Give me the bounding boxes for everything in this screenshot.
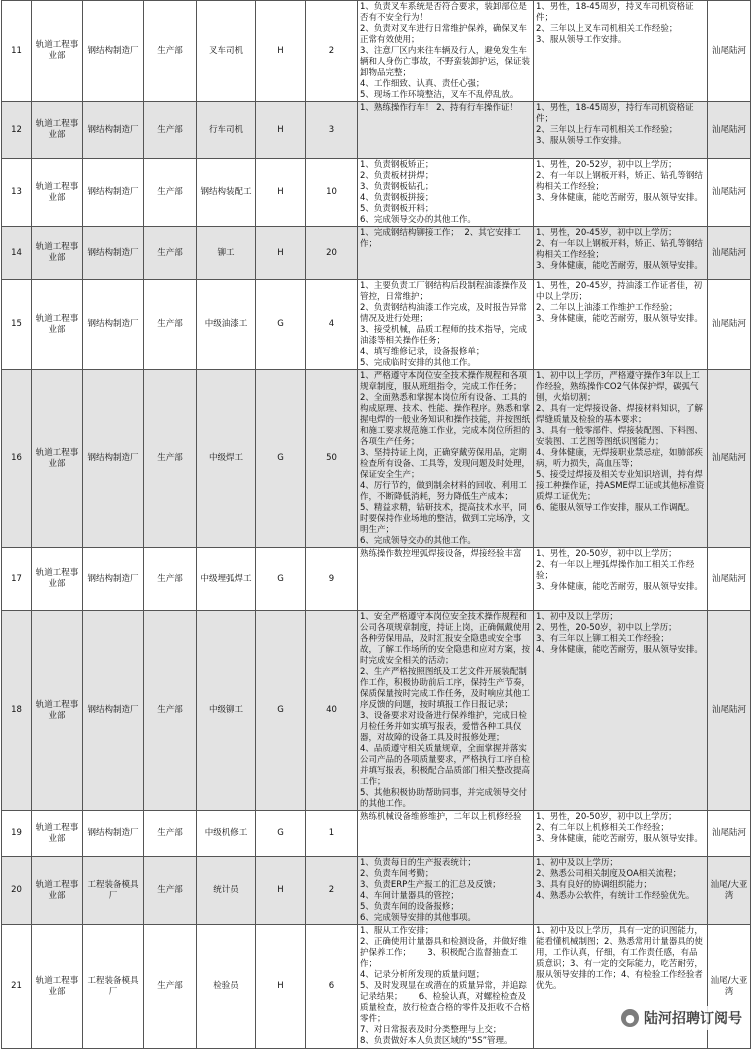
- location-cell: 汕尾陆河: [708, 611, 751, 811]
- requirement-line: 1、男性，20-50岁，初中以上学历；: [536, 549, 677, 559]
- division-cell: 生产部: [144, 102, 197, 159]
- row-number: 11: [2, 1, 32, 102]
- dept-cell: 轨道工程事业部: [32, 925, 83, 1049]
- duty-line: 3、接受机械，品质工程师的技术指导，完成油漆等相关操作任务；: [360, 325, 527, 346]
- headcount-cell: 40: [306, 611, 358, 811]
- division-cell: 生产部: [144, 857, 197, 925]
- table-row: [2, 370, 751, 548]
- dept-cell: 轨道工程事业部: [32, 370, 83, 548]
- dept-cell: 轨道工程事业部: [32, 102, 83, 159]
- requirement-line: 3、身体健康，能吃苦耐劳，服从领导安排。: [536, 193, 703, 203]
- division-cell: 生产部: [144, 548, 197, 611]
- duty-line: 3、设备要求对设备进行保养维护，完成日检月检任务并如实填写报表，爱惜各种工具仪器，对故障的设备工具及时报修处理；: [360, 711, 527, 743]
- duty-line: 5、负责钢板开料；: [360, 204, 434, 214]
- headcount-cell: 20: [306, 227, 358, 280]
- wechat-icon: ●: [621, 1009, 639, 1027]
- duty-line: 1、服从工作安排；: [360, 926, 434, 936]
- duties-cell: [358, 102, 534, 159]
- duty-line: 熟练机械设备维修维护，二年以上机修经验: [360, 812, 522, 822]
- factory-cell: 钢结构制造厂: [83, 548, 144, 611]
- row-number: 21: [2, 925, 32, 1049]
- level-cell: H: [256, 159, 306, 227]
- dept-cell: 轨道工程事业部: [32, 548, 83, 611]
- duty-line: 6、完成领导安排的其他事项。: [360, 913, 476, 923]
- requirement-line: 1、初中及以上学历，具有一定的识图能力，能看懂机械制图；2、熟悉常用计量器具的使用，工作认真，仔细，有工作责任感，有品质意识；3、有一定的交际能力，吃苦耐劳，服从领导安排的工作；4、有检验工作经验者优先。: [536, 926, 703, 991]
- headcount-cell: 10: [306, 159, 358, 227]
- duties-cell: [358, 159, 534, 227]
- factory-cell: 钢结构制造厂: [83, 227, 144, 280]
- location-cell: 汕尾/大亚湾: [708, 857, 751, 925]
- row-number: 15: [2, 280, 32, 370]
- level-cell: H: [256, 857, 306, 925]
- requirement-line: 2、有一年以上钢板开料，矫正、钻孔等钢结构相关工作经验；: [536, 239, 703, 260]
- requirement-line: 2、熟悉公司相关制度及OA相关流程；: [536, 869, 682, 879]
- dept-cell: 轨道工程事业部: [32, 227, 83, 280]
- level-cell: H: [256, 227, 306, 280]
- duty-line: 2、生产严格按照图纸及工艺文件开展装配制作工作，积极协助前后工序，保持生产节奏，保质保量按时完成工作任务，及时响应其他工序反馈的问题，按时填报工作日报记录；: [360, 667, 531, 710]
- table-row: [2, 1, 751, 102]
- requirements-cell: [534, 857, 708, 925]
- duties-cell: [358, 548, 534, 611]
- requirement-line: 3、身体健康，能吃苦耐劳，服从领导安排。: [536, 314, 703, 324]
- row-number: 13: [2, 159, 32, 227]
- row-number: 19: [2, 811, 32, 857]
- duty-line: 4、填写维修记录，设备报修单；: [360, 347, 485, 357]
- requirement-line: 1、男性，20-50岁，初中以上学历；: [536, 812, 677, 822]
- requirement-line: 3、有三年以上铆工相关工作经验；: [536, 634, 669, 644]
- job-title-cell: 检验员: [197, 925, 256, 1049]
- job-title-cell: 行车司机: [197, 102, 256, 159]
- headcount-cell: 6: [306, 925, 358, 1049]
- level-cell: G: [256, 370, 306, 548]
- duties-cell: [358, 611, 534, 811]
- level-cell: G: [256, 548, 306, 611]
- row-number: 20: [2, 857, 32, 925]
- duty-line: 2、负责钢结构油漆工作完成，及时报告异常情况及进行处理；: [360, 303, 527, 324]
- job-title-cell: 中级埋弧焊工: [197, 548, 256, 611]
- job-title-cell: 铆工: [197, 227, 256, 280]
- requirement-line: 2、有一年以上钢板开料，矫正、钻孔等钢结构相关工作经验；: [536, 171, 703, 192]
- dept-cell: 轨道工程事业部: [32, 857, 83, 925]
- duties-cell: [358, 811, 534, 857]
- duties-cell: [358, 280, 534, 370]
- duty-line: 8、负责做好本人负责区域的“5S”管理。: [360, 1036, 513, 1046]
- requirements-cell: [534, 1, 708, 102]
- duties-cell: [358, 857, 534, 925]
- requirement-line: 4、熟悉办公软件，有统计工作经验优先。: [536, 891, 695, 901]
- watermark-text: 陆河招聘订阅号: [644, 1011, 742, 1027]
- duty-line: 4、车间计量器具的管控；: [360, 891, 459, 901]
- requirements-cell: [534, 159, 708, 227]
- requirements-cell: [534, 280, 708, 370]
- requirement-line: 3、具有一般零部件、焊接装配图、下料图、安装图、工艺图等图纸识图能力；: [536, 426, 703, 447]
- duty-line: 2、负责车间考勤；: [360, 869, 434, 879]
- duty-line: 1、严格遵守本岗位安全技术操作规程和各项规章制度，服从班组指令，完成工作任务；: [360, 371, 527, 392]
- duty-line: 5、完成临时安排的其他工作。: [360, 358, 476, 368]
- headcount-cell: 50: [306, 370, 358, 548]
- duty-line: 5、精益求精，钻研技术，提高技术水平，同时要保持作业场地的整洁，做到工完场净，文明生产；: [360, 503, 531, 535]
- factory-cell: 工程装备模具厂: [83, 857, 144, 925]
- duty-line: 5、其他积极协助帮助同事，并完成领导交付的其他工作。: [360, 788, 527, 809]
- requirement-line: 3、身体健康，能吃苦耐劳，服从领导安排。: [536, 834, 703, 844]
- factory-cell: 工程装备模具厂: [83, 925, 144, 1049]
- division-cell: 生产部: [144, 227, 197, 280]
- job-title-cell: 钢结构装配工: [197, 159, 256, 227]
- headcount-cell: 2: [306, 857, 358, 925]
- requirement-line: 3、服从领导工作安排。: [536, 136, 627, 146]
- requirement-line: 5、接受过焊接及相关专业知识培训，持有焊接工种操作证，持ASME焊工证或其他标准资质焊工证优先；: [536, 470, 705, 502]
- duty-line: 4、厉行节约，做到制余材料的回收、利用工作，不断降低消耗，努力降低生产成本；: [360, 481, 527, 502]
- dept-cell: 轨道工程事业部: [32, 611, 83, 811]
- headcount-cell: 2: [306, 1, 358, 102]
- duty-line: 1、负责钢板矫正；: [360, 160, 434, 170]
- factory-cell: 钢结构制造厂: [83, 102, 144, 159]
- duties-cell: [358, 1, 534, 102]
- duty-line: 3、负责ERP生产报工的汇总及反馈；: [360, 880, 501, 890]
- requirement-line: 2、有一年以上埋弧焊操作加工相关工作经验；: [536, 560, 695, 581]
- row-number: 16: [2, 370, 32, 548]
- headcount-cell: 9: [306, 548, 358, 611]
- requirement-line: 1、初中以上学历，严格遵守操作3年以上工作经验，熟练操作CO2气体保护焊，碳弧气刨，火焰切割；: [536, 371, 700, 403]
- division-cell: 生产部: [144, 1, 197, 102]
- requirements-cell: [534, 548, 708, 611]
- division-cell: 生产部: [144, 925, 197, 1049]
- requirement-line: 2、三年以上叉车司机相关工作经验；: [536, 24, 678, 34]
- factory-cell: 钢结构制造厂: [83, 611, 144, 811]
- requirement-line: 1、男性，18-45周岁，持叉车司机资格证件；: [536, 2, 694, 23]
- location-cell: 汕尾陆河: [708, 811, 751, 857]
- location-cell: 汕尾陆河: [708, 548, 751, 611]
- requirement-line: 3、服从领导工作安排。: [536, 35, 627, 45]
- table-row: [2, 280, 751, 370]
- job-table: [1, 0, 751, 1049]
- duties-cell: [358, 227, 534, 280]
- duty-line: 6、完成领导交办的其他工作。: [360, 536, 476, 546]
- duty-line: 3、注意厂区内来往车辆及行人，避免发生车辆和人身伤亡事故，不野蛮装卸护运，保证装卸物品完整；: [360, 46, 531, 78]
- location-cell: 汕尾陆河: [708, 370, 751, 548]
- requirement-line: 1、男性，20-45岁，持油漆工作证者佳，初中以上学历；: [536, 281, 703, 302]
- duty-line: 4、品质遵守相关质量规章，全面掌握并落实公司产品的各项质量要求，严格执行工序自检并填写报表，积极配合品质部门相关整改提高工作；: [360, 744, 531, 787]
- duty-line: 7、对日常报表及时分类整理与上交；: [360, 1025, 502, 1035]
- requirements-cell: [534, 811, 708, 857]
- table-row: [2, 811, 751, 857]
- table-row: [2, 611, 751, 811]
- row-number: 18: [2, 611, 32, 811]
- requirement-line: 2、具有一定焊接设备、焊接材料知识，了解焊缝质量及检验的基本要求；: [536, 404, 703, 425]
- table-row: [2, 102, 751, 159]
- table-row: [2, 159, 751, 227]
- factory-cell: 钢结构制造厂: [83, 159, 144, 227]
- headcount-cell: 3: [306, 102, 358, 159]
- requirement-line: 4、身体健康，能吃苦耐劳，服从领导安排。: [536, 645, 703, 655]
- duty-line: 熟练操作数控埋弧焊接设备，焊接经验丰富: [360, 549, 522, 559]
- factory-cell: 钢结构制造厂: [83, 811, 144, 857]
- duty-line: 3、坚持持证上岗，正确穿戴劳保用品，定期检查所有设备、工具等，发现问题及时处理，保证安全生产；: [360, 448, 531, 480]
- division-cell: 生产部: [144, 159, 197, 227]
- duty-line: 1、负责叉车系统是否符合要求，装卸部位是否有不安全行为！: [360, 2, 527, 23]
- table-row: [2, 857, 751, 925]
- requirement-line: 2、二年以上油漆工作维护工作经验；: [536, 303, 678, 313]
- job-title-cell: 中级机修工: [197, 811, 256, 857]
- dept-cell: 轨道工程事业部: [32, 1, 83, 102]
- requirement-line: 4、身体健康，无焊接职业禁忌症，如肺部疾病，听力损失，高血压等；: [536, 448, 703, 469]
- duty-line: 1、安全严格遵守本岗位安全技术操作规程和公司各项规章制度，持证上岗，正确佩戴使用各种劳保用品，及时汇报安全隐患或安全事故，了解工作场所的安全隐患和应对方案，按时完成安全相关的活动；: [360, 612, 531, 666]
- requirements-cell: [534, 370, 708, 548]
- division-cell: 生产部: [144, 370, 197, 548]
- level-cell: G: [256, 280, 306, 370]
- duty-line: 1、熟练操作行车！ 2、持有行车操作证！: [360, 103, 519, 113]
- duties-cell: [358, 370, 534, 548]
- factory-cell: 钢结构制造厂: [83, 280, 144, 370]
- dept-cell: 轨道工程事业部: [32, 159, 83, 227]
- requirements-cell: [534, 227, 708, 280]
- requirement-line: 2、三年以上行车司机相关工作经验；: [536, 125, 678, 135]
- requirement-line: 1、男性，18-45周岁，持行车司机资格证件；: [536, 103, 694, 124]
- duty-line: 4、工作细致、认真、责任心强；: [360, 79, 485, 89]
- location-cell: 汕尾陆河: [708, 102, 751, 159]
- job-title-cell: 中级铆工: [197, 611, 256, 811]
- requirement-line: 1、初中及以上学历；: [536, 858, 618, 868]
- table-row: [2, 548, 751, 611]
- location-cell: 汕尾陆河: [708, 159, 751, 227]
- job-title-cell: 中级油漆工: [197, 280, 256, 370]
- duty-line: 1、主要负责工厂钢结构后段制程油漆操作及管控，日常维护；: [360, 281, 527, 302]
- watermark: [617, 1006, 746, 1030]
- duty-line: 5、及时发现显在或潜在的质量异常，并追踪记录结果； 6、检验认真，对螺栓检查及质量检查，放行检查合格的零件及拒收不合格零件；: [360, 981, 531, 1024]
- duty-line: 1、负责每日的生产报表统计；: [360, 858, 476, 868]
- level-cell: H: [256, 1, 306, 102]
- location-cell: 汕尾陆河: [708, 1, 751, 102]
- location-cell: 汕尾陆河: [708, 227, 751, 280]
- requirement-line: 1、男性，20-52岁，初中以上学历；: [536, 160, 677, 170]
- requirement-line: 1、初中及以上学历；: [536, 612, 618, 622]
- dept-cell: 轨道工程事业部: [32, 811, 83, 857]
- duty-line: 6、完成领导交办的其他工作。: [360, 215, 476, 225]
- location-cell: 汕尾/大亚湾: [708, 925, 751, 1049]
- division-cell: 生产部: [144, 280, 197, 370]
- level-cell: H: [256, 102, 306, 159]
- row-number: 17: [2, 548, 32, 611]
- requirement-line: 3、具有良好的协调组织能力；: [536, 880, 652, 890]
- duty-line: 1、完成钢结构铆接工作； 2、其它安排工作；: [360, 228, 521, 249]
- division-cell: 生产部: [144, 611, 197, 811]
- requirements-cell: [534, 611, 708, 811]
- level-cell: G: [256, 611, 306, 811]
- level-cell: G: [256, 811, 306, 857]
- requirement-line: 6、能服从领导工作安排，服从工作调配。: [536, 503, 695, 513]
- duty-line: 2、负责板材拼焊；: [360, 171, 434, 181]
- row-number: 14: [2, 227, 32, 280]
- duty-line: 2、正确使用计量器具和检测设备，并做好维护保养工作； 3、积极配合监督抽查工作；: [360, 937, 527, 969]
- headcount-cell: 4: [306, 280, 358, 370]
- requirement-line: 1、男性，20-45岁，初中以上学历；: [536, 228, 677, 238]
- requirement-line: 3、身体健康，能吃苦耐劳，服从领导安排。: [536, 261, 703, 271]
- division-cell: 生产部: [144, 811, 197, 857]
- requirements-cell: [534, 102, 708, 159]
- job-title-cell: 中级焊工: [197, 370, 256, 548]
- duty-line: 2、全面熟悉和掌握本岗位所有设备、工具的构成原理、技术、性能、操作程序。熟悉和掌握电焊的一般业务知识和操作技能，并按图纸和施工要求规范施工作业，完成本岗位所担的各项生产任务；: [360, 393, 531, 447]
- duty-line: 4、记录分析所发现的质量问题；: [360, 970, 485, 980]
- duty-line: 5、负责车间的设备报修；: [360, 902, 459, 912]
- dept-cell: 轨道工程事业部: [32, 280, 83, 370]
- level-cell: H: [256, 925, 306, 1049]
- location-cell: 汕尾陆河: [708, 280, 751, 370]
- duty-line: 4、负责钢板拼接；: [360, 193, 434, 203]
- duty-line: 2、负责对叉车进行日常维护保养，确保叉车正常有效使用；: [360, 24, 527, 45]
- factory-cell: 钢结构制造厂: [83, 370, 144, 548]
- duty-line: 3、负责钢板钻孔；: [360, 182, 434, 192]
- table-row: [2, 227, 751, 280]
- headcount-cell: 1: [306, 811, 358, 857]
- job-title-cell: 统计员: [197, 857, 256, 925]
- factory-cell: 钢结构制造厂: [83, 1, 144, 102]
- row-number: 12: [2, 102, 32, 159]
- duties-cell: [358, 925, 534, 1049]
- duty-line: 5、现场工作环境整洁，叉车不乱停乱放。: [360, 90, 519, 100]
- requirement-line: 2、有二年以上机修相关工作经验；: [536, 823, 669, 833]
- job-title-cell: 叉车司机: [197, 1, 256, 102]
- requirement-line: 2、男性，20-50岁，初中以上学历；: [536, 623, 677, 633]
- requirement-line: 3、身体健康，能吃苦耐劳，服从领导安排。: [536, 582, 703, 592]
